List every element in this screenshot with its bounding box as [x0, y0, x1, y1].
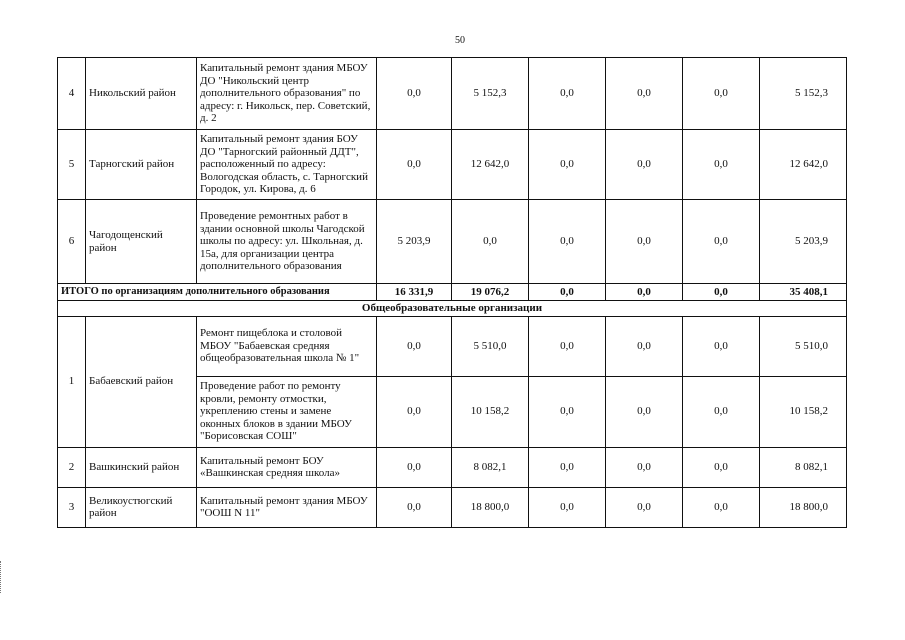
- district-name: Бабаевский район: [86, 316, 197, 447]
- table-row: [58, 316, 847, 376]
- value-cell: 18 800,0: [452, 487, 529, 527]
- value-cell: 0,0: [683, 447, 760, 487]
- work-description: Капитальный ремонт здания МБОУ "ООШ N 11": [197, 487, 377, 527]
- work-description: Капитальный ремонт здания БОУ ДО "Тарногский районный ДДТ", расположенный по адресу: Вологодская область, с. Тарногский Городок, ул. Кирова, д. 6: [197, 130, 377, 200]
- value-cell: 12 642,0: [452, 130, 529, 200]
- value-cell: 0,0: [683, 200, 760, 284]
- total-cell: 5 152,3: [760, 58, 847, 130]
- value-cell: 0,0: [529, 447, 606, 487]
- value-cell: 0,0: [377, 130, 452, 200]
- work-description: Ремонт пищеблока и столовой МБОУ "Бабаевская средняя общеобразовательная школа № 1": [197, 316, 377, 376]
- work-description: Капитальный ремонт здания МБОУ ДО "Никольский центр дополнительного образования" по адресу: г. Никольск, пер. Советский, д. 2: [197, 58, 377, 130]
- value-cell: 0,0: [529, 284, 606, 301]
- value-cell: 10 158,2: [452, 376, 529, 447]
- value-cell: 0,0: [529, 58, 606, 130]
- work-description: Капитальный ремонт БОУ «Вашкинская средняя школа»: [197, 447, 377, 487]
- total-cell: 5 510,0: [760, 316, 847, 376]
- value-cell: 0,0: [606, 376, 683, 447]
- total-cell: 10 158,2: [760, 376, 847, 447]
- value-cell: 0,0: [606, 316, 683, 376]
- row-number: 1: [58, 316, 86, 447]
- row-number: 2: [58, 447, 86, 487]
- value-cell: 0,0: [529, 130, 606, 200]
- district-name: Великоустюгский район: [86, 487, 197, 527]
- scan-margin-mark: [0, 561, 4, 593]
- value-cell: 0,0: [606, 200, 683, 284]
- page-number: 50: [455, 35, 465, 46]
- section-title: Общеобразовательные организации: [58, 301, 847, 317]
- value-cell: 0,0: [683, 58, 760, 130]
- value-cell: 0,0: [529, 316, 606, 376]
- value-cell: 0,0: [452, 200, 529, 284]
- table-row: [58, 58, 847, 130]
- row-number: 3: [58, 487, 86, 527]
- row-number: 4: [58, 58, 86, 130]
- value-cell: 5 510,0: [452, 316, 529, 376]
- total-cell: 12 642,0: [760, 130, 847, 200]
- value-cell: 0,0: [683, 376, 760, 447]
- value-cell: 0,0: [529, 376, 606, 447]
- funding-table: [57, 57, 847, 528]
- total-cell: 18 800,0: [760, 487, 847, 527]
- value-cell: 0,0: [377, 487, 452, 527]
- total-cell: 8 082,1: [760, 447, 847, 487]
- district-name: Вашкинский район: [86, 447, 197, 487]
- value-cell: 0,0: [377, 447, 452, 487]
- value-cell: 0,0: [377, 316, 452, 376]
- table-row: [58, 447, 847, 487]
- table-row: [58, 200, 847, 284]
- value-cell: 0,0: [606, 447, 683, 487]
- total-cell: 5 203,9: [760, 200, 847, 284]
- total-row: [58, 284, 847, 301]
- value-cell: 0,0: [606, 487, 683, 527]
- total-label: ИТОГО по организациям дополнительного образования: [58, 284, 377, 301]
- district-name: Тарногский район: [86, 130, 197, 200]
- row-number: 6: [58, 200, 86, 284]
- work-description: Проведение ремонтных работ в здании основной школы Чагодской школы по адресу: ул. Школьная, д. 15а, для организации центра дополнительного образования: [197, 200, 377, 284]
- value-cell: 16 331,9: [377, 284, 452, 301]
- value-cell: 0,0: [529, 487, 606, 527]
- value-cell: 0,0: [529, 200, 606, 284]
- row-number: 5: [58, 130, 86, 200]
- value-cell: 0,0: [606, 58, 683, 130]
- value-cell: 0,0: [683, 284, 760, 301]
- value-cell: 0,0: [377, 376, 452, 447]
- value-cell: 0,0: [683, 130, 760, 200]
- table-row: [58, 487, 847, 527]
- district-name: Чагодощенский район: [86, 200, 197, 284]
- value-cell: 0,0: [606, 130, 683, 200]
- value-cell: 0,0: [683, 316, 760, 376]
- table-row: [58, 130, 847, 200]
- section-row: [58, 301, 847, 317]
- district-name: Никольский район: [86, 58, 197, 130]
- value-cell: 5 152,3: [452, 58, 529, 130]
- value-cell: 0,0: [377, 58, 452, 130]
- total-cell: 35 408,1: [760, 284, 847, 301]
- value-cell: 0,0: [606, 284, 683, 301]
- value-cell: 0,0: [683, 487, 760, 527]
- work-description: Проведение работ по ремонту кровли, ремонту отмостки, укреплению стены и замене оконных блоков в здании МБОУ "Борисовская СОШ": [197, 376, 377, 447]
- value-cell: 5 203,9: [377, 200, 452, 284]
- value-cell: 8 082,1: [452, 447, 529, 487]
- value-cell: 19 076,2: [452, 284, 529, 301]
